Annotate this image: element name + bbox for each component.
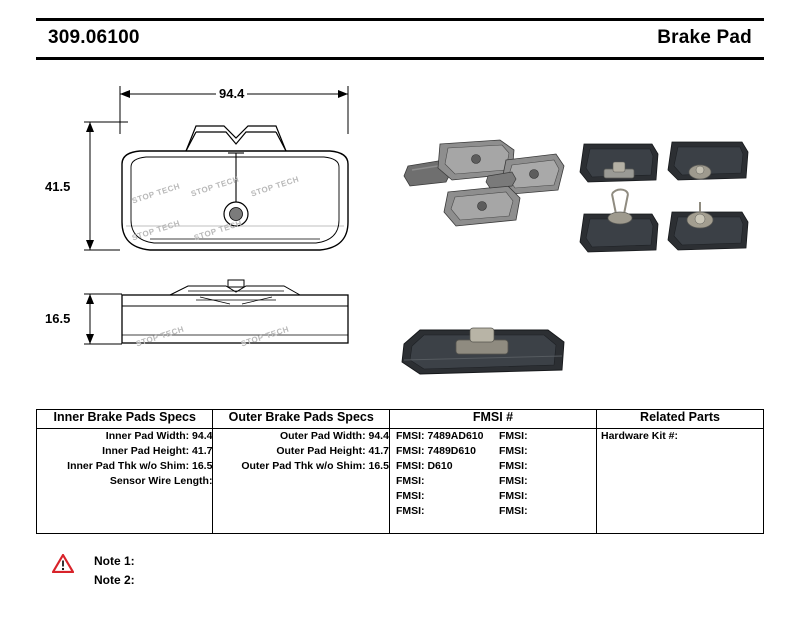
watermark-text: STOP TECH bbox=[249, 174, 301, 199]
fmsi-item: FMSI: bbox=[395, 475, 425, 487]
part-number: 309.06100 bbox=[48, 27, 140, 48]
pad-retaining-clip bbox=[186, 126, 286, 151]
fmsi-item: FMSI: bbox=[498, 505, 528, 517]
watermark-text: STOP TECH bbox=[192, 218, 244, 243]
watermark-text: STOP TECH bbox=[189, 174, 241, 199]
column-header-outer-specs: Outer Brake Pads Specs bbox=[213, 410, 390, 429]
outer-spec-item: Outer Pad Height: 41.7 bbox=[276, 445, 389, 457]
fmsi-item: FMSI: D610 bbox=[395, 460, 453, 472]
fmsi-item: FMSI: bbox=[498, 460, 528, 472]
pad-photo-group-left bbox=[404, 140, 564, 226]
fmsi-item: FMSI: 7489D610 bbox=[395, 445, 476, 457]
watermark-text: STOP TECH bbox=[134, 324, 186, 349]
fmsi-item: FMSI: bbox=[395, 490, 425, 502]
table-header-row bbox=[37, 410, 764, 429]
thickness-dimension-line bbox=[84, 294, 122, 344]
column-header-related-parts: Related Parts bbox=[597, 410, 764, 429]
fmsi-item: FMSI: bbox=[395, 505, 425, 517]
outer-specs-cell bbox=[213, 429, 390, 534]
inner-spec-item: Inner Pad Thk w/o Shim: 16.5 bbox=[67, 460, 213, 472]
outer-spec-item: Outer Pad Thk w/o Shim: 16.5 bbox=[241, 460, 389, 472]
column-header-fmsi: FMSI # bbox=[389, 410, 596, 429]
notes-section bbox=[52, 552, 352, 590]
inner-specs-cell bbox=[37, 429, 213, 534]
pad-photo-iso-view bbox=[402, 328, 564, 374]
specifications-table bbox=[36, 409, 764, 534]
fmsi-item: FMSI: bbox=[498, 490, 528, 502]
watermark-text: STOP TECH bbox=[239, 324, 291, 349]
fmsi-item: FMSI: bbox=[498, 430, 528, 442]
fmsi-column-left bbox=[390, 429, 493, 519]
height-dimension-label: 41.5 bbox=[42, 179, 73, 194]
fmsi-item: FMSI: bbox=[498, 475, 528, 487]
note-row bbox=[52, 552, 352, 571]
fmsi-item: FMSI: 7489AD610 bbox=[395, 430, 484, 442]
pad-photo-group-right bbox=[580, 142, 748, 252]
note-row bbox=[52, 571, 352, 590]
document-title: Brake Pad bbox=[657, 27, 752, 48]
inner-spec-item: Sensor Wire Length: bbox=[109, 475, 213, 487]
fmsi-item: FMSI: bbox=[498, 445, 528, 457]
column-header-inner-specs: Inner Brake Pads Specs bbox=[37, 410, 213, 429]
inner-spec-item: Inner Pad Height: 41.7 bbox=[102, 445, 213, 457]
technical-drawing-area bbox=[0, 54, 800, 394]
brake-pad-drawing-svg bbox=[0, 54, 800, 394]
inner-spec-item: Inner Pad Width: 94.4 bbox=[105, 430, 213, 442]
watermark-text: STOP TECH bbox=[130, 218, 182, 243]
related-part-item: Hardware Kit #: bbox=[601, 430, 679, 442]
related-parts-cell bbox=[597, 429, 764, 534]
fmsi-column-right bbox=[493, 429, 596, 519]
watermark-text: STOP TECH bbox=[130, 181, 182, 206]
fmsi-cell bbox=[389, 429, 596, 534]
width-dimension-label: 94.4 bbox=[216, 86, 247, 101]
thickness-dimension-label: 16.5 bbox=[42, 311, 73, 326]
note-label: Note 2: bbox=[94, 573, 135, 587]
table-body-row bbox=[37, 429, 764, 534]
note-label: Note 1: bbox=[94, 554, 135, 568]
outer-spec-item: Outer Pad Width: 94.4 bbox=[279, 430, 389, 442]
